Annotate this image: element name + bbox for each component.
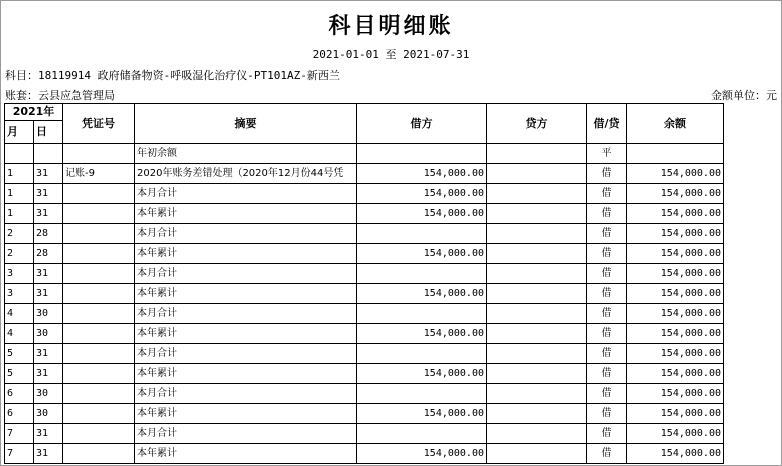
period-from: 2021-01-01 (312, 48, 379, 61)
table-row (5, 424, 724, 444)
cell-balance: 154,000.00 (627, 344, 724, 364)
report-title: 科目明细账 (328, 14, 454, 39)
cell-balance: 154,000.00 (627, 404, 724, 424)
ledger-header (5, 104, 724, 144)
cell-direction: 借 (587, 184, 627, 204)
cell-month: 7 (5, 424, 34, 444)
cell-direction: 借 (587, 324, 627, 344)
cell-debit: 154,000.00 (357, 404, 487, 424)
subject-line: 科目：18119914 政府储备物资-呼吸湿化治疗仪-PT101AZ-新西兰 (5, 69, 340, 82)
cell-summary: 本月合计 (135, 224, 357, 244)
cell-month: 7 (5, 444, 34, 464)
cell-credit (487, 164, 587, 184)
cell-summary: 本年累计 (135, 364, 357, 384)
cell-balance: 154,000.00 (627, 244, 724, 264)
cell-voucher (63, 444, 135, 464)
cell-voucher (63, 244, 135, 264)
cell-debit (357, 144, 487, 164)
cell-voucher (63, 404, 135, 424)
cell-debit: 154,000.00 (357, 284, 487, 304)
cell-voucher (63, 424, 135, 444)
cell-direction: 借 (587, 424, 627, 444)
cell-credit (487, 384, 587, 404)
cell-summary: 本月合计 (135, 184, 357, 204)
cell-day: 31 (34, 424, 63, 444)
cell-summary: 本月合计 (135, 424, 357, 444)
cell-direction: 借 (587, 224, 627, 244)
cell-debit: 154,000.00 (357, 164, 487, 184)
cell-month: 6 (5, 404, 34, 424)
cell-voucher (63, 384, 135, 404)
cell-balance: 154,000.00 (627, 364, 724, 384)
cell-direction: 借 (587, 364, 627, 384)
cell-balance: 154,000.00 (627, 224, 724, 244)
table-row (5, 164, 724, 184)
cell-voucher (63, 324, 135, 344)
cell-day: 31 (34, 164, 63, 184)
cell-summary: 本月合计 (135, 264, 357, 284)
cell-direction: 借 (587, 304, 627, 324)
cell-debit (357, 384, 487, 404)
cell-credit (487, 424, 587, 444)
cell-summary: 本年累计 (135, 404, 357, 424)
cell-balance: 154,000.00 (627, 284, 724, 304)
cell-summary: 本月合计 (135, 304, 357, 324)
cell-day: 31 (34, 184, 63, 204)
cell-balance: 154,000.00 (627, 204, 724, 224)
cell-voucher (63, 144, 135, 164)
cell-balance: 154,000.00 (627, 444, 724, 464)
cell-credit (487, 264, 587, 284)
table-row (5, 344, 724, 364)
cell-balance (627, 144, 724, 164)
cell-day: 31 (34, 264, 63, 284)
period-to: 2021-07-31 (403, 48, 470, 61)
report-period (1, 46, 781, 62)
cell-direction: 借 (587, 244, 627, 264)
cell-day: 30 (34, 404, 63, 424)
cell-balance: 154,000.00 (627, 184, 724, 204)
cell-credit (487, 304, 587, 324)
account-set-line: 账套：云县应急管理局 (5, 89, 115, 102)
ledger-table (4, 103, 724, 464)
table-row (5, 144, 724, 164)
cell-day: 31 (34, 344, 63, 364)
cell-voucher (63, 204, 135, 224)
cell-summary: 本年累计 (135, 444, 357, 464)
cell-debit: 154,000.00 (357, 184, 487, 204)
cell-month: 4 (5, 324, 34, 344)
cell-credit (487, 144, 587, 164)
cell-summary: 年初余额 (135, 144, 357, 164)
cell-summary: 本月合计 (135, 384, 357, 404)
cell-summary: 本月合计 (135, 344, 357, 364)
cell-direction: 借 (587, 344, 627, 364)
cell-debit: 154,000.00 (357, 444, 487, 464)
cell-month: 1 (5, 204, 34, 224)
cell-month: 2 (5, 224, 34, 244)
table-row (5, 324, 724, 344)
cell-day: 31 (34, 284, 63, 304)
cell-credit (487, 284, 587, 304)
header-year: 2021年 (5, 104, 63, 121)
cell-day: 31 (34, 364, 63, 384)
cell-day: 30 (34, 324, 63, 344)
table-row (5, 404, 724, 424)
cell-credit (487, 444, 587, 464)
cell-summary: 本年累计 (135, 204, 357, 224)
cell-credit (487, 224, 587, 244)
cell-balance: 154,000.00 (627, 324, 724, 344)
cell-debit: 154,000.00 (357, 324, 487, 344)
cell-direction: 借 (587, 404, 627, 424)
table-row (5, 284, 724, 304)
cell-month: 4 (5, 304, 34, 324)
cell-summary: 本年累计 (135, 324, 357, 344)
header-direction: 借/贷 (587, 104, 627, 144)
cell-day: 31 (34, 204, 63, 224)
cell-debit: 154,000.00 (357, 204, 487, 224)
cell-debit (357, 424, 487, 444)
cell-direction: 平 (587, 144, 627, 164)
cell-balance: 154,000.00 (627, 264, 724, 284)
cell-month: 5 (5, 344, 34, 364)
cell-voucher (63, 284, 135, 304)
table-row (5, 244, 724, 264)
cell-voucher (63, 304, 135, 324)
cell-credit (487, 364, 587, 384)
cell-voucher (63, 344, 135, 364)
cell-day: 30 (34, 384, 63, 404)
header-credit: 贷方 (487, 104, 587, 144)
cell-credit (487, 344, 587, 364)
cell-debit: 154,000.00 (357, 244, 487, 264)
header-voucher: 凭证号 (63, 104, 135, 144)
cell-credit (487, 184, 587, 204)
table-row (5, 364, 724, 384)
table-row (5, 384, 724, 404)
header-month: 月 (5, 121, 34, 144)
cell-month: 1 (5, 164, 34, 184)
cell-direction: 借 (587, 444, 627, 464)
cell-debit: 154,000.00 (357, 364, 487, 384)
cell-direction: 借 (587, 384, 627, 404)
cell-summary: 2020年账务差错处理（2020年12月份44号凭 (135, 164, 357, 184)
table-row (5, 224, 724, 244)
cell-summary: 本年累计 (135, 244, 357, 264)
header-day: 日 (34, 121, 63, 144)
table-row (5, 304, 724, 324)
cell-direction: 借 (587, 164, 627, 184)
cell-balance: 154,000.00 (627, 304, 724, 324)
cell-credit (487, 204, 587, 224)
cell-month (5, 144, 34, 164)
cell-month: 1 (5, 184, 34, 204)
cell-voucher (63, 364, 135, 384)
cell-credit (487, 244, 587, 264)
cell-balance: 154,000.00 (627, 384, 724, 404)
period-separator: 至 (385, 48, 397, 61)
cell-credit (487, 404, 587, 424)
header-debit: 借方 (357, 104, 487, 144)
table-row (5, 444, 724, 464)
cell-debit (357, 344, 487, 364)
cell-direction: 借 (587, 284, 627, 304)
cell-day: 31 (34, 444, 63, 464)
cell-balance: 154,000.00 (627, 164, 724, 184)
cell-day: 30 (34, 304, 63, 324)
cell-voucher: 记账-9 (63, 164, 135, 184)
cell-direction: 借 (587, 204, 627, 224)
header-summary: 摘要 (135, 104, 357, 144)
cell-direction: 借 (587, 264, 627, 284)
table-row (5, 264, 724, 284)
header-balance: 余额 (627, 104, 724, 144)
cell-month: 3 (5, 264, 34, 284)
cell-debit (357, 224, 487, 244)
cell-voucher (63, 224, 135, 244)
cell-month: 2 (5, 244, 34, 264)
cell-debit (357, 304, 487, 324)
cell-month: 6 (5, 384, 34, 404)
cell-credit (487, 324, 587, 344)
cell-month: 5 (5, 364, 34, 384)
table-row (5, 204, 724, 224)
cell-debit (357, 264, 487, 284)
cell-voucher (63, 264, 135, 284)
cell-day: 28 (34, 224, 63, 244)
cell-voucher (63, 184, 135, 204)
cell-balance: 154,000.00 (627, 424, 724, 444)
cell-month: 3 (5, 284, 34, 304)
cell-day: 28 (34, 244, 63, 264)
cell-summary: 本年累计 (135, 284, 357, 304)
amount-unit-line: 金额单位：元 (711, 89, 777, 102)
cell-day (34, 144, 63, 164)
table-row (5, 184, 724, 204)
ledger-body (5, 144, 724, 464)
